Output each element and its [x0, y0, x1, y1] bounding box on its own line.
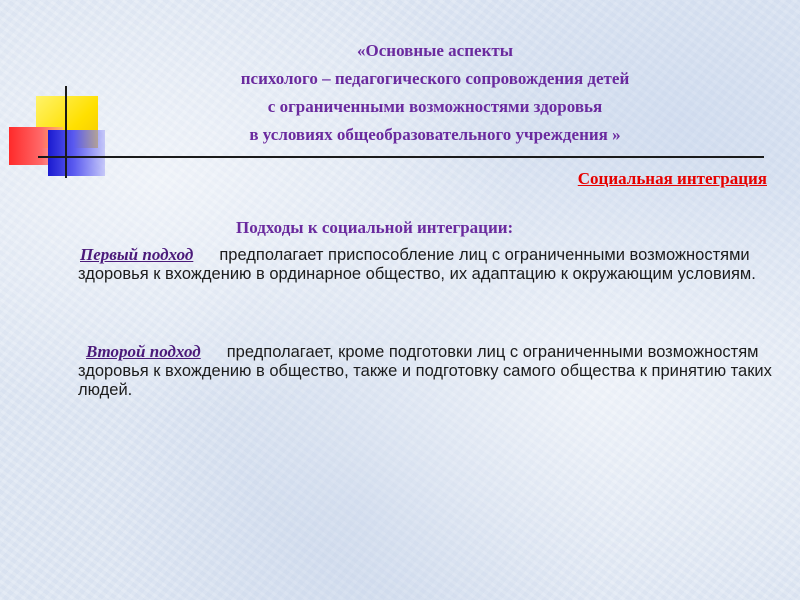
approaches-heading: Подходы к социальной интеграции:	[236, 218, 514, 237]
horizontal-divider-line	[38, 156, 764, 158]
approach-text-2: предполагает, кроме подготовки лиц с ограниченными возможностям здоровья к вхождению в общество, также и подготовку самого общества к принятию таких людей.	[78, 343, 772, 399]
approach-text-1: предполагает приспособление лиц с ограниченными возможностями здоровья к вхождению в ординарное общество, их адаптацию к окружающим условиям.	[78, 246, 756, 283]
title-line-1: «Основные аспекты	[357, 41, 513, 60]
slide-title	[130, 37, 740, 149]
approach-term-1: Первый подход	[80, 245, 194, 264]
approach-term-2: Второй подход	[86, 342, 201, 361]
title-line-4: в условиях общеобразовательного учреждения »	[249, 125, 621, 144]
title-line-3: с ограниченными возможностями здоровья	[267, 97, 603, 116]
vertical-divider-line	[65, 86, 67, 178]
logo-blue-square	[48, 130, 105, 176]
title-line-2: психолого – педагогического сопровождения детей	[240, 69, 630, 88]
slide-subtitle: Социальная интеграция	[577, 169, 767, 188]
approach-paragraph-1	[78, 245, 778, 284]
approach-paragraph-2	[78, 342, 778, 400]
